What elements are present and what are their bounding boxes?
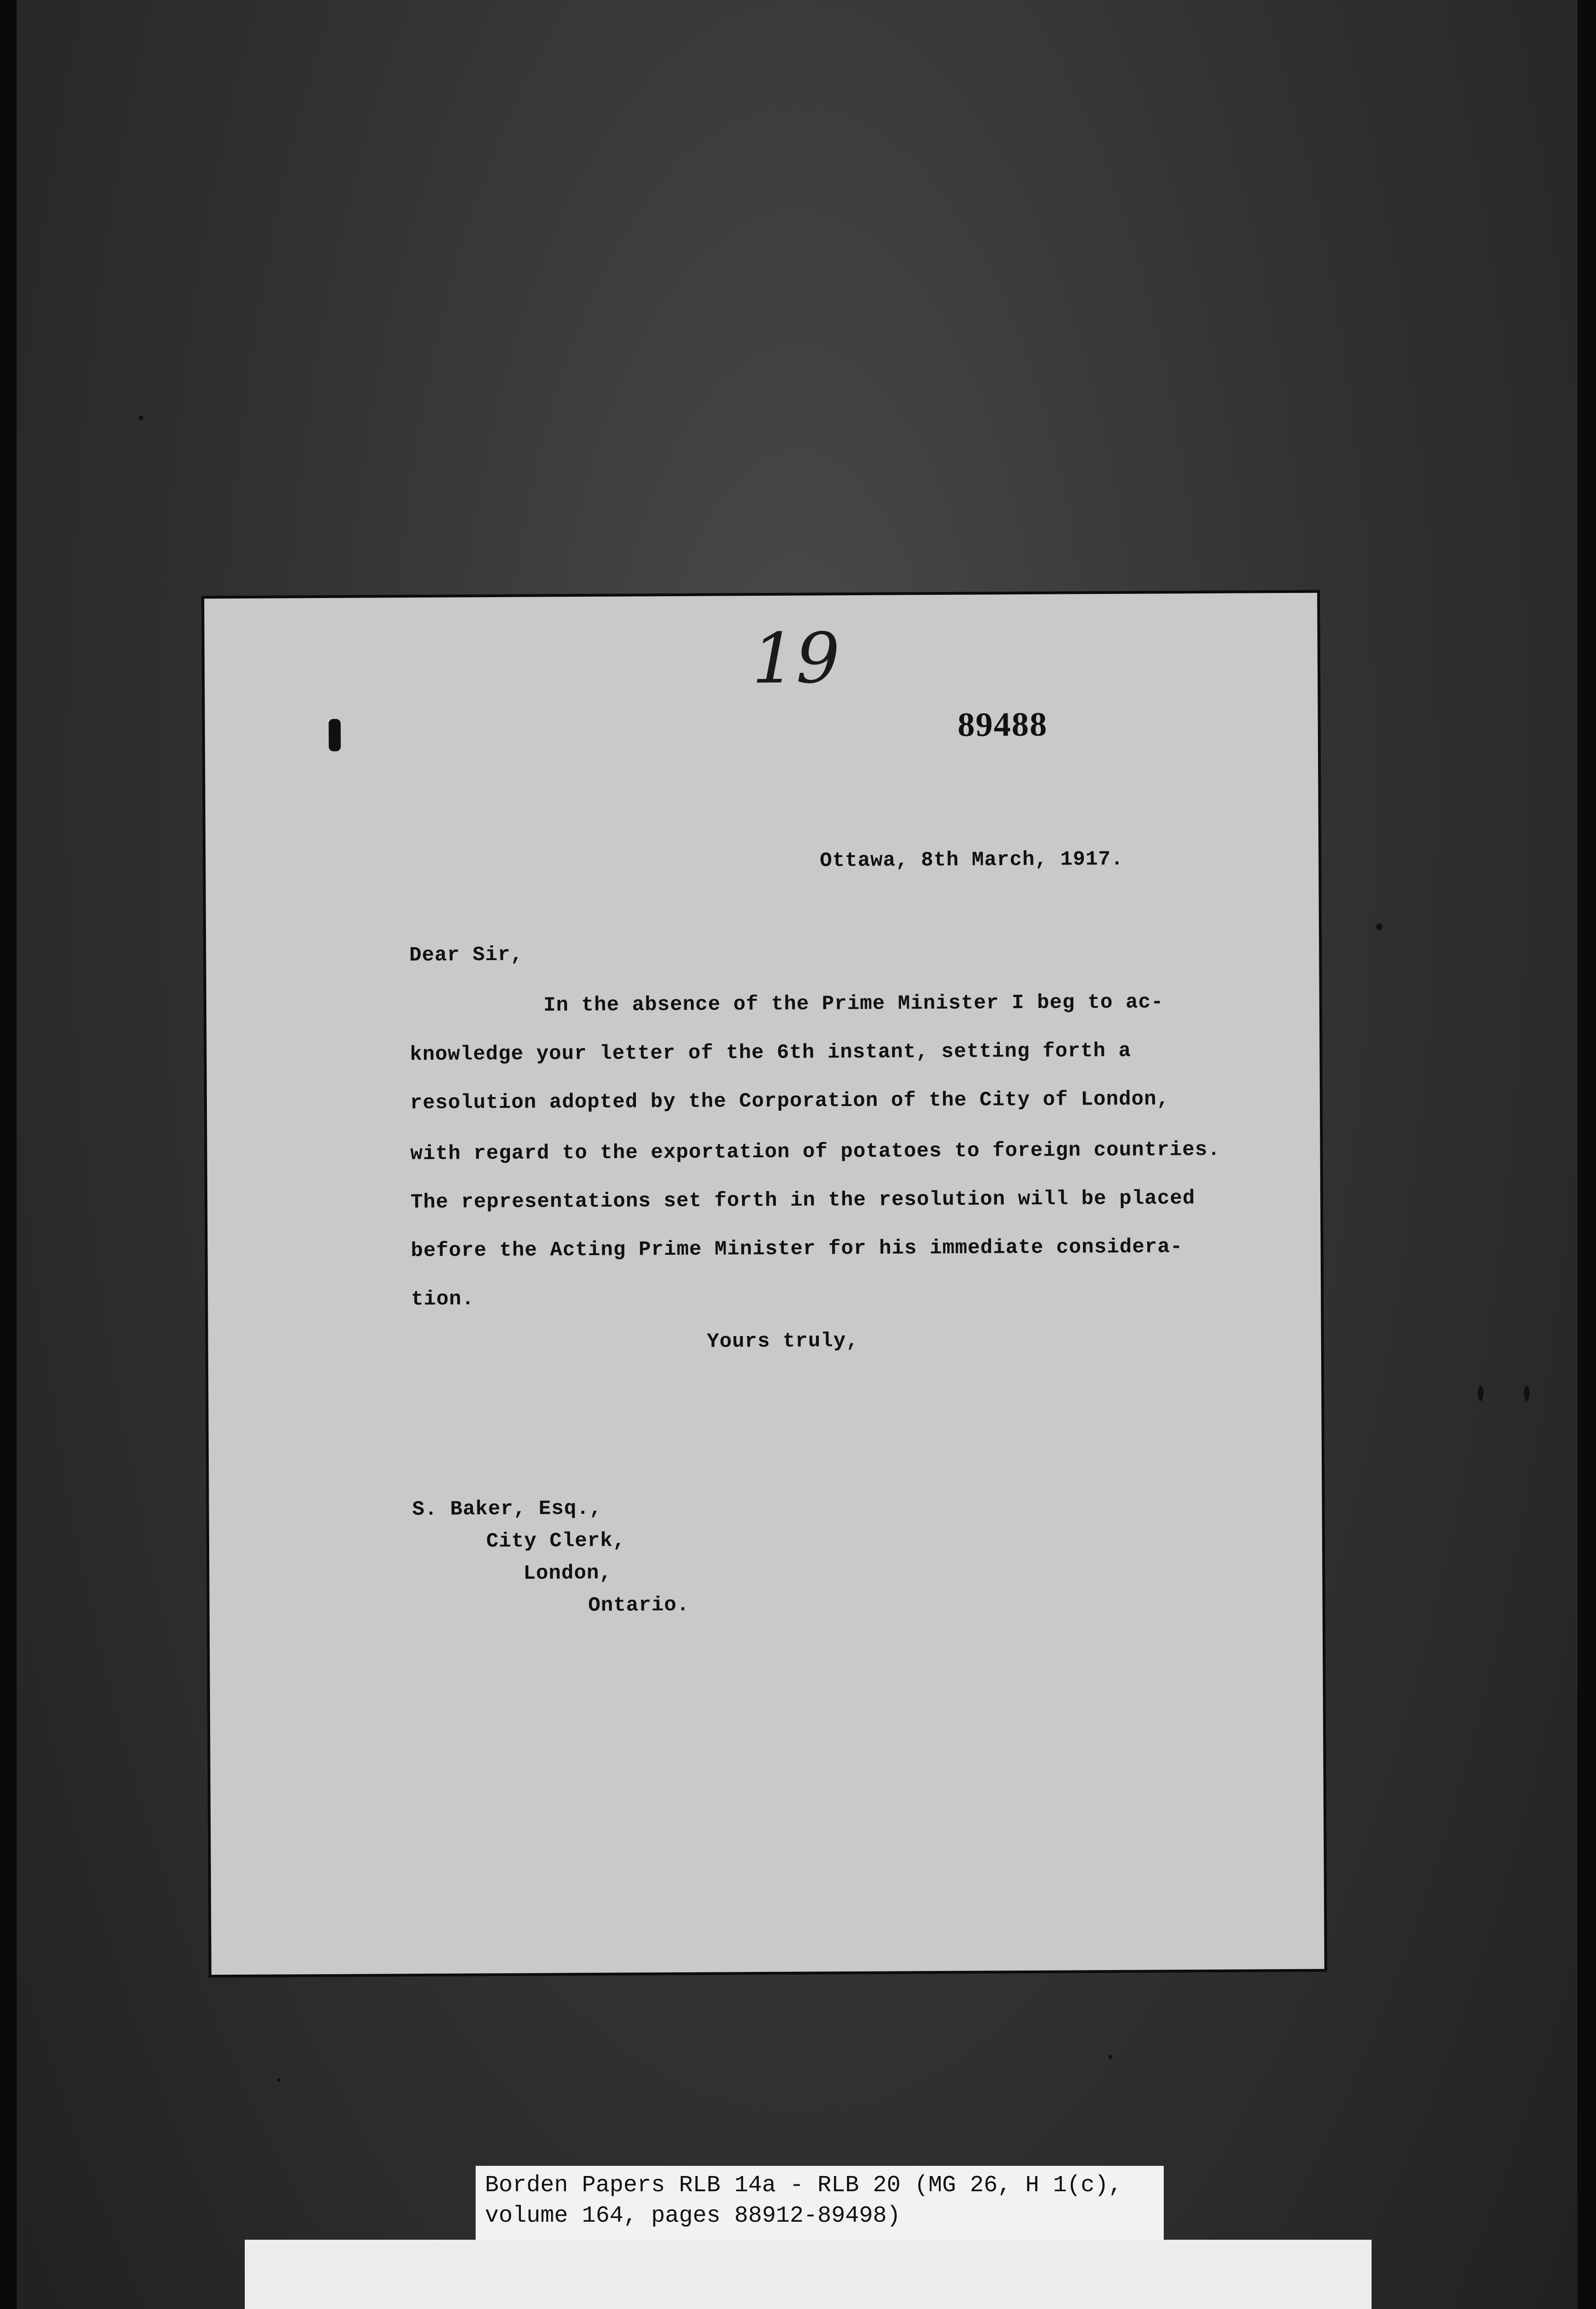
address-line: Ontario. [588,1593,690,1618]
body-line: In the absence of the Prime Minister I beg to ac- [543,991,1164,1017]
dust-speck [1108,2055,1112,2059]
salutation: Dear Sir, [409,943,524,967]
dust-speck [1376,924,1383,930]
handwritten-page-number: 19 [751,618,840,700]
closing: Yours truly, [707,1329,859,1354]
punch-hole-mark [329,719,341,751]
body-line: tion. [411,1287,475,1312]
dust-speck [277,2078,281,2082]
dust-speck [1478,1385,1483,1401]
body-line: with regard to the exportation of potatoes to foreign countries. [410,1138,1221,1166]
address-line: London, [523,1561,612,1585]
reference-slip [476,2166,1164,2240]
document-number-stamp: 89488 [957,705,1048,744]
body-line: resolution adopted by the Corporation of the City of London, [410,1088,1170,1115]
body-line: The representations set forth in the resolution will be placed [410,1187,1196,1215]
date-line: Ottawa, 8th March, 1917. [820,847,1124,873]
letter-sheet [204,593,1324,1975]
film-edge-right [1578,0,1596,2309]
archive-card [245,2240,1372,2309]
dust-speck [139,416,143,420]
body-line: knowledge your letter of the 6th instant, setting forth a [410,1039,1131,1067]
address-line: City Clerk, [486,1529,626,1553]
reference-line: volume 164, pages 88912-89498) [485,2203,901,2229]
body-line: before the Acting Prime Minister for his immediate considera- [411,1235,1183,1263]
film-edge-left [0,0,17,2309]
address-line: S. Baker, Esq., [412,1497,602,1521]
reference-line: Borden Papers RLB 14a - RLB 20 (MG 26, H 1(c), [485,2172,1123,2199]
dust-speck [1524,1385,1530,1401]
